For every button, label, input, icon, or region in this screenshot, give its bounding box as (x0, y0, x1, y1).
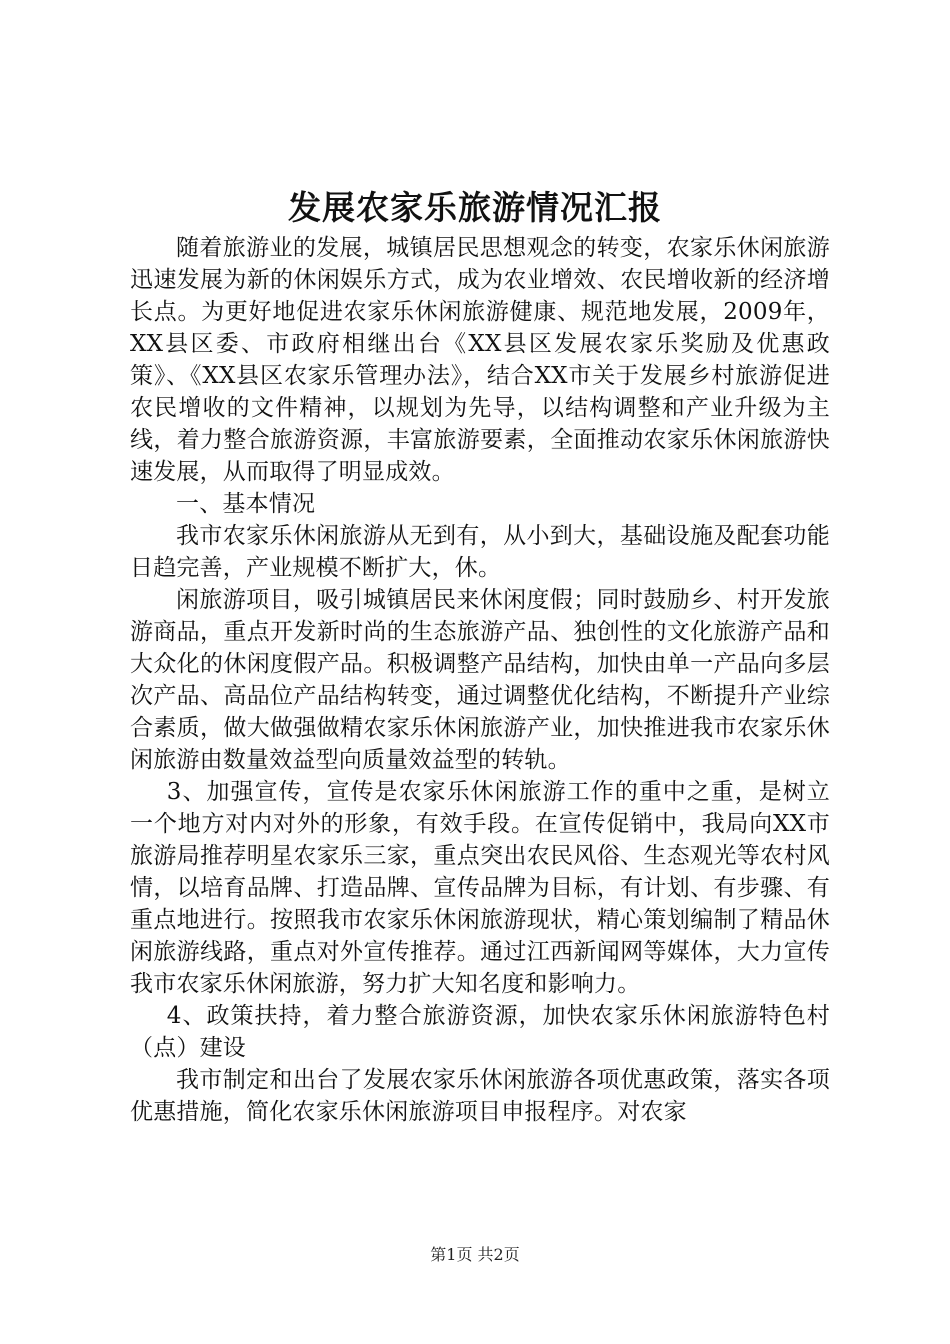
page-number-footer: 第1页 共2页 (430, 1245, 520, 1264)
paragraph-intro: 随着旅游业的发展，城镇居民思想观念的转变，农家乐休闲旅游迅速发展为新的休闲娱乐方式，成为农业增效、农民增收新的经济增长点。为更好地促进农家乐休闲旅游健康、规范地发展，2009年，XX县区委、市政府相继出台《XX县区发展农家乐奖励及优惠政策》、《XX县区农家乐管理办法》，结合XX市关于发展乡村旅游促进农民增收的文件精神，以规划为先导，以结构调整和产业升级为主线，着力整合旅游资源，丰富旅游要素，全面推动农家乐休闲旅游快速发展，从而取得了明显成效。 (130, 235, 830, 485)
document-title: 发展农家乐旅游情况汇报 (288, 188, 662, 227)
section-heading-basic-situation: 一、基本情况 (176, 491, 316, 517)
paragraph-policy-support: 我市制定和出台了发展农家乐休闲旅游各项优惠政策，落实各项优惠措施，简化农家乐休闲旅游项目申报程序。对农家 (130, 1067, 830, 1125)
paragraph-basic-situation: 我市农家乐休闲旅游从无到有，从小到大，基础设施及配套功能日趋完善，产业规模不断扩大，休。 (130, 523, 830, 581)
paragraph-item-4-policy-heading: 4、政策扶持，着力整合旅游资源，加快农家乐休闲旅游特色村（点）建设 (130, 1003, 830, 1061)
paragraph-leisure-projects: 闲旅游项目，吸引城镇居民来休闲度假；同时鼓励乡、村开发旅游商品，重点开发新时尚的生态旅游产品、独创性的文化旅游产品和大众化的休闲度假产品。积极调整产品结构，加快由单一产品向多层次产品、高品位产品结构转变，通过调整优化结构，不断提升产业综合素质，做大做强做精农家乐休闲旅游产业，加快推进我市农家乐休闲旅游由数量效益型向质量效益型的转轨。 (130, 587, 830, 773)
paragraph-item-3-publicity: 3、加强宣传，宣传是农家乐休闲旅游工作的重中之重，是树立一个地方对内对外的形象，有效手段。在宣传促销中，我局向XX市旅游局推荐明星农家乐三家，重点突出农民风俗、生态观光等农村风情，以培育品牌、打造品牌、宣传品牌为目标，有计划、有步骤、有重点地进行。按照我市农家乐休闲旅游现状，精心策划编制了精品休闲旅游线路，重点对外宣传推荐。通过江西新闻网等媒体，大力宣传我市农家乐休闲旅游，努力扩大知名度和影响力。 (130, 779, 830, 997)
document-body (130, 232, 830, 1128)
